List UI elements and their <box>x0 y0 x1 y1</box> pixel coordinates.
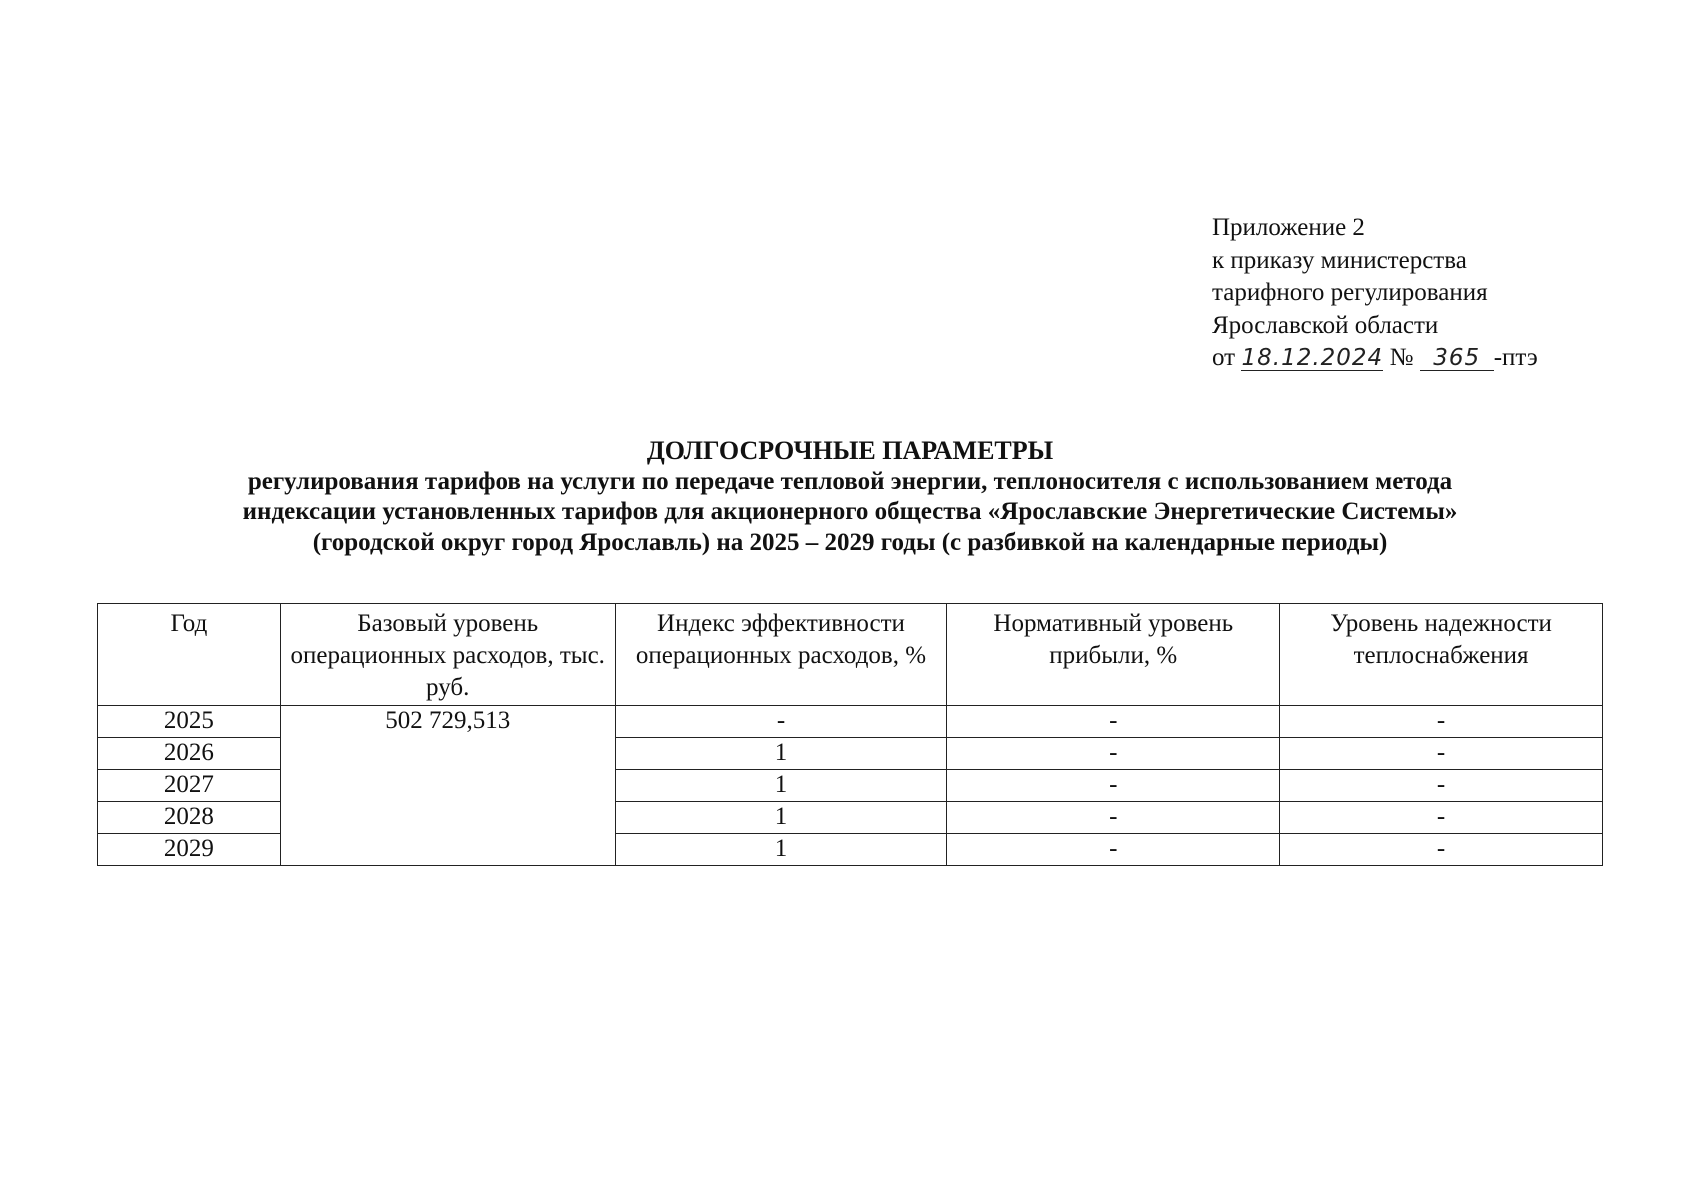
appendix-block <box>1212 212 1538 375</box>
efficiency-cell: 1 <box>615 802 947 834</box>
title-main: ДОЛГОСРОЧНЫЕ ПАРАМЕТРЫ <box>646 436 1054 465</box>
order-reference <box>1212 342 1538 375</box>
header-base-level: Базовый уровень операционных расходов, тыс. руб. <box>280 604 615 706</box>
header-profit-level: Нормативный уровень прибыли, % <box>947 604 1280 706</box>
header-year: Год <box>98 604 281 706</box>
profit-cell: - <box>947 802 1280 834</box>
efficiency-cell: 1 <box>615 834 947 866</box>
order-number: 365 <box>1420 346 1494 371</box>
title-line: (городской округ город Ярославль) на 2025 – 2029 годы (с разбивкой на календарные периоды) <box>312 528 1388 556</box>
appendix-line: к приказу министерства <box>1212 246 1467 274</box>
profit-cell: - <box>947 706 1280 738</box>
efficiency-cell: 1 <box>615 770 947 802</box>
efficiency-cell: - <box>615 706 947 738</box>
year-cell: 2026 <box>98 738 281 770</box>
reliability-cell: - <box>1280 738 1603 770</box>
year-cell: 2025 <box>98 706 281 738</box>
base-level-cell: 502 729,513 <box>280 706 615 866</box>
appendix-line: тарифного регулирования <box>1212 279 1488 306</box>
profit-cell: - <box>947 738 1280 770</box>
profit-cell: - <box>947 770 1280 802</box>
document-title <box>100 436 1600 558</box>
reliability-cell: - <box>1280 802 1603 834</box>
efficiency-cell: 1 <box>615 738 947 770</box>
reliability-cell: - <box>1280 706 1603 738</box>
year-cell: 2028 <box>98 802 281 834</box>
table-row <box>98 706 1603 738</box>
header-reliability: Уровень надежности теплоснабжения <box>1280 604 1603 706</box>
title-line: регулирования тарифов на услуги по передаче тепловой энергии, теплоносителя с использованием метода <box>247 467 1453 495</box>
title-line: индексации установленных тарифов для акционерного общества «Ярославские Энергетические Системы» <box>242 498 1458 525</box>
appendix-line: Приложение 2 <box>1212 214 1365 241</box>
year-cell: 2027 <box>98 770 281 802</box>
reliability-cell: - <box>1280 834 1603 866</box>
parameters-table <box>97 603 1603 866</box>
appendix-line: Ярославской области <box>1212 311 1439 339</box>
order-suffix: -птэ <box>1493 344 1538 371</box>
reliability-cell: - <box>1280 770 1603 802</box>
year-cell: 2029 <box>98 834 281 866</box>
order-date: 18.12.2024 <box>1241 345 1384 371</box>
from-prefix: от <box>1212 344 1236 371</box>
table-header-row <box>98 604 1603 706</box>
number-sign: № <box>1389 344 1414 371</box>
header-efficiency-index: Индекс эффективности операционных расходов, % <box>615 604 947 706</box>
profit-cell: - <box>947 834 1280 866</box>
